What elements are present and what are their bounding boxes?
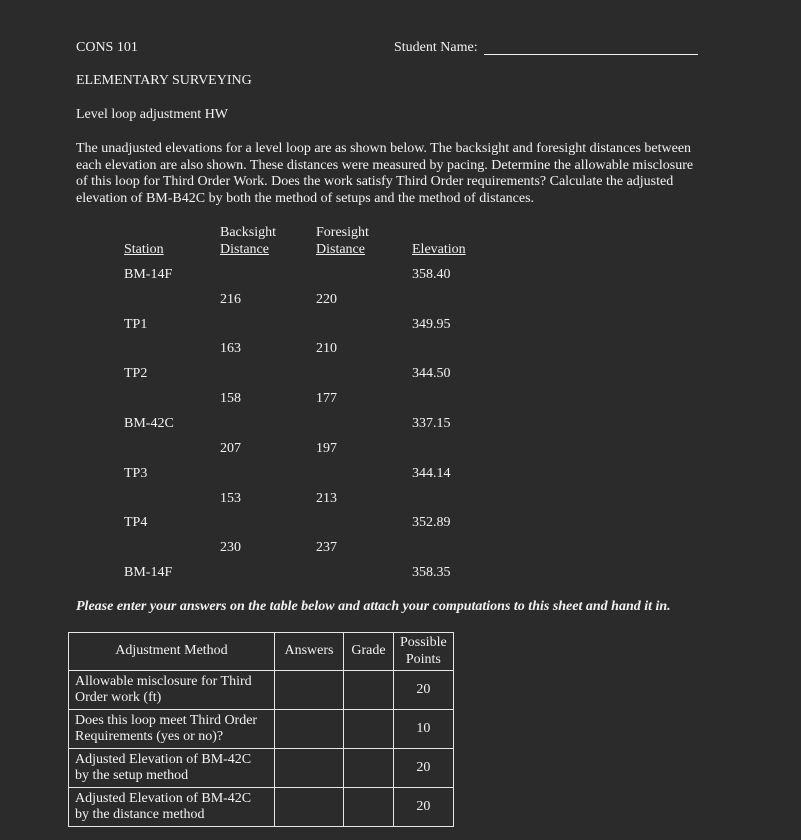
elevation-header: Elevation: [412, 242, 466, 257]
table-row: [69, 710, 454, 749]
table-row: [69, 788, 454, 827]
backsight-distance: 207: [220, 441, 241, 456]
answer-cell[interactable]: [275, 788, 344, 827]
backsight-distance: 216: [220, 292, 241, 307]
station-name: BM-14F: [124, 565, 173, 580]
station-name: TP3: [124, 466, 148, 481]
method-line2: Order work (ft): [75, 690, 162, 705]
station-elevation: 349.95: [412, 317, 451, 332]
station-name: BM-42C: [124, 416, 174, 431]
table-row: [69, 671, 454, 710]
answer-cell[interactable]: [275, 749, 344, 788]
method-line2: Requirements (yes or no)?: [75, 729, 224, 744]
foresight-distance: 237: [316, 540, 337, 555]
foresight-distance: 210: [316, 341, 337, 356]
method-line1: Adjusted Elevation of BM-42C: [75, 790, 252, 806]
student-name-label: Student Name:: [394, 40, 478, 55]
submission-note: Please enter your answers on the table below and attach your computations to this sheet and hand it in.: [76, 599, 671, 614]
method-cell: [69, 710, 275, 749]
answers-column-header: Answers: [275, 633, 344, 671]
station-elevation: 337.15: [412, 416, 451, 431]
points-header-line1: Possible: [400, 635, 447, 650]
answer-table-header-row: [69, 633, 454, 671]
foresight-header-line1: Foresight: [316, 225, 369, 240]
points-cell: 20: [394, 788, 454, 827]
foresight-distance: 213: [316, 491, 337, 506]
station-name: TP1: [124, 317, 148, 332]
points-cell: 20: [394, 671, 454, 710]
station-name: TP2: [124, 366, 148, 381]
station-elevation: 344.14: [412, 466, 451, 481]
method-column-header: Adjustment Method: [69, 633, 275, 671]
backsight-distance: 163: [220, 341, 241, 356]
answer-table: [68, 632, 454, 827]
method-line1: Does this loop meet Third Order: [75, 712, 258, 728]
backsight-header-line1: Backsight: [220, 225, 276, 240]
station-elevation: 352.89: [412, 515, 451, 530]
station-name: BM-14F: [124, 267, 173, 282]
subject-title: ELEMENTARY SURVEYING: [76, 73, 252, 88]
instructions-paragraph: The unadjusted elevations for a level loop are as shown below. The backsight and foresight distances between each elevation are also shown. These distances were measured by pacing. Determine the allowable misclosure of this loop for Third Order Work. Does the work satisfy Third Order requirements? Calculate the adjusted elevation of BM-B42C by both the method of setups and the method of distances.: [76, 141, 694, 206]
backsight-distance: 153: [220, 491, 241, 506]
method-cell: [69, 749, 275, 788]
backsight-distance: 158: [220, 391, 241, 406]
backsight-distance: 230: [220, 540, 241, 555]
answer-cell[interactable]: [275, 710, 344, 749]
backsight-header-line2: Distance: [220, 242, 269, 257]
method-line2: by the setup method: [75, 768, 189, 783]
points-cell: 20: [394, 749, 454, 788]
foresight-distance: 220: [316, 292, 337, 307]
method-line2: by the distance method: [75, 807, 205, 822]
grade-cell: [344, 710, 394, 749]
points-column-header: [394, 633, 454, 671]
points-header-line2: Points: [405, 651, 441, 667]
station-name: TP4: [124, 515, 148, 530]
table-row: [69, 749, 454, 788]
student-name-field[interactable]: [484, 54, 698, 55]
points-cell: 10: [394, 710, 454, 749]
method-line1: Allowable misclosure for Third: [75, 673, 252, 689]
foresight-distance: 197: [316, 441, 337, 456]
grade-cell: [344, 788, 394, 827]
method-cell: [69, 671, 275, 710]
method-line1: Adjusted Elevation of BM-42C: [75, 751, 252, 767]
station-elevation: 358.35: [412, 565, 451, 580]
foresight-distance: 177: [316, 391, 337, 406]
method-cell: [69, 788, 275, 827]
station-header: Station: [124, 242, 164, 257]
grade-column-header: Grade: [344, 633, 394, 671]
course-code: CONS 101: [76, 40, 138, 55]
assignment-title: Level loop adjustment HW: [76, 107, 229, 122]
answer-cell[interactable]: [275, 671, 344, 710]
station-elevation: 358.40: [412, 267, 451, 282]
foresight-header-line2: Distance: [316, 242, 365, 257]
station-elevation: 344.50: [412, 366, 451, 381]
grade-cell: [344, 749, 394, 788]
grade-cell: [344, 671, 394, 710]
